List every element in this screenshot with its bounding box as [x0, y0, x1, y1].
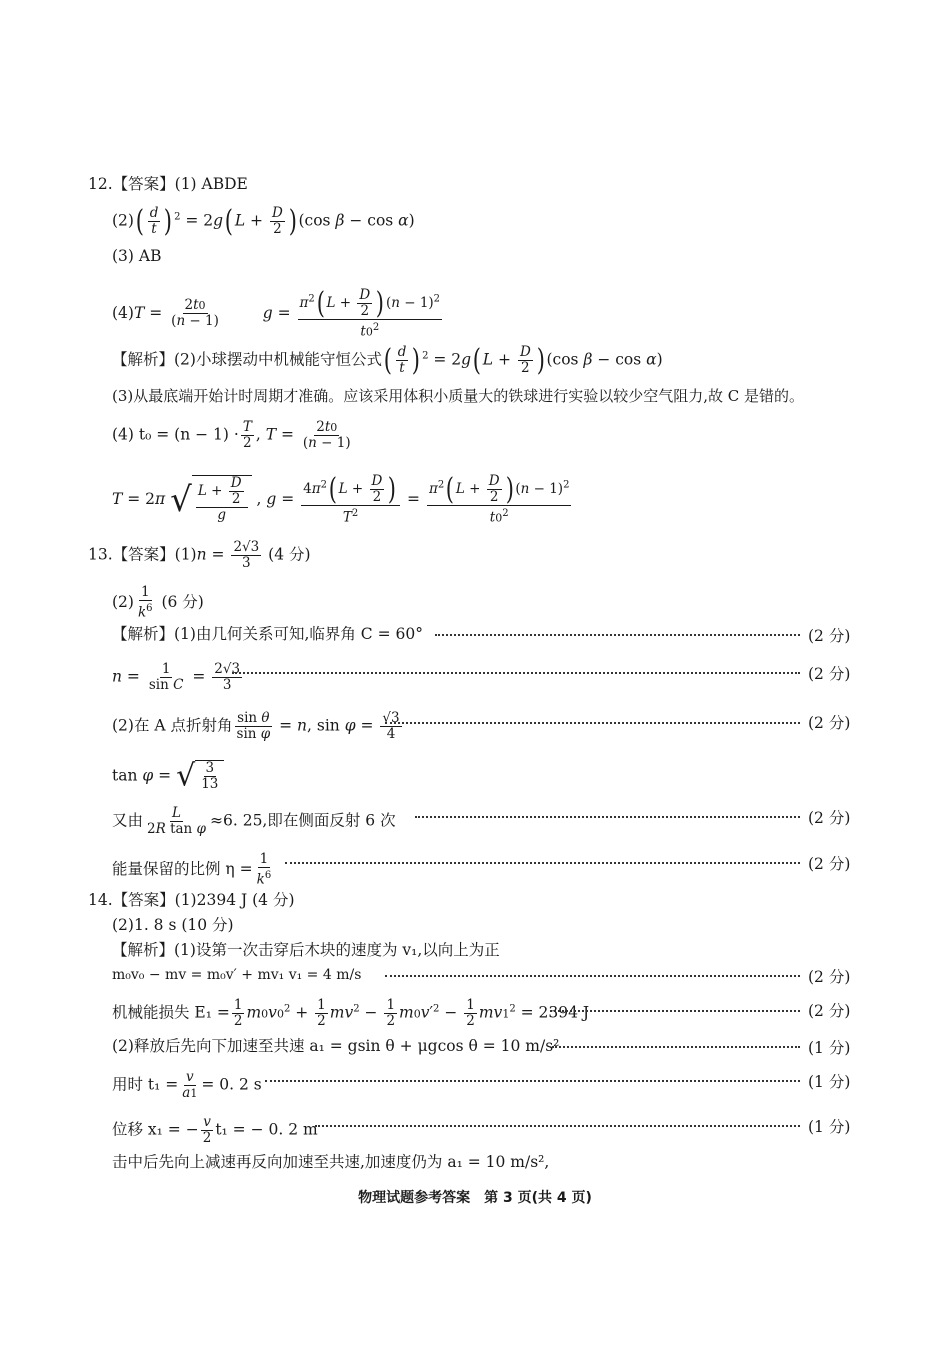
q13-explanation-1: 【解析】(1)由几何关系可知,临界角 C = 60° — [112, 625, 423, 643]
q13-answer-1: 13.【答案】(1)n = $\frac{2√3}{3}$ (4 分) — [88, 539, 311, 571]
q14-explanation-3: 机械能损失 E₁ = $\frac{1}{2}$ $m0v0^2$ + $\frac{1}{2}$ $mv^2$ − $\frac{1}{2}$ $m0v'^2$ − $\frac{1}{2}$ $mv1^2 = 2394$ J — [112, 997, 590, 1029]
leader-dots — [385, 722, 800, 724]
q14-explanation-1: 【解析】(1)设第一次击穿后木块的速度为 v₁,以向上为正 — [112, 941, 500, 959]
q12-explanation-3: (3)从最底端开始计时周期才准确。应该采用体积小质量大的铁球进行实验以较少空气阻力,故 C 是错的。 — [112, 387, 805, 405]
score-label: (1 分) — [808, 1073, 851, 1091]
leader-dots — [550, 1010, 800, 1012]
q12-explanation-5: T = 2π √ L + $\frac{D}{2}$ g , g = $4\pi^2$( L + $\frac{D}{2}$ ) $T^2$ = $\pi^2$( L + $\frac{D}{2}$ ) $(n - 1)^2$ $t0^2$ — [112, 471, 570, 526]
q13-explanation-3: (2)在 A 点折射角 $\frac{\text{sin θ}}{\text{sin φ}}$ = n, sin φ = $\frac{√3}{4}$ — [112, 710, 400, 742]
score-label: (2 分) — [808, 1002, 851, 1020]
leader-dots — [552, 1046, 800, 1048]
leader-dots — [385, 975, 800, 977]
score-label: (2 分) — [808, 627, 851, 645]
score-label: (1 分) — [808, 1118, 851, 1136]
q13-explanation-5: 又由 $\frac{L}{\text{2R tan φ}}$ ≈6. 25,即在侧面反射 6 次 — [112, 805, 396, 837]
q14-explanation-5: 用时 t₁ = $\frac{v}{a1}$ = 0. 2 s — [112, 1069, 262, 1101]
q13-explanation-2: n = $\frac{1}{\text{sin C}}$ = $\frac{2√3}{3}$ — [112, 661, 241, 693]
q13-answer-2: (2) $\frac{1}{k^6}$ (6 分) — [112, 584, 204, 621]
q12-explanation-4: (4) t₀ = (n − 1) · $\frac{T}{2}$ , T = $\frac{2t0}{(n - 1)}$ — [112, 419, 351, 451]
page-footer: 物理试题参考答案 第 3 页(共 4 页) — [358, 1190, 592, 1206]
q14-explanation-2: m₀v₀ − mv = m₀v′ + mv₁ v₁ = 4 m/s — [112, 967, 362, 983]
score-label: (1 分) — [808, 1039, 851, 1057]
score-label: (2 分) — [808, 665, 851, 683]
leader-dots — [315, 1125, 800, 1127]
q12-answer-4: (4)T = $\frac{2t0}{(n - 1)}$ g = $\pi^2$( L + $\frac{D}{2}$ ) $(n - 1)^2$ $t0^2$ — [112, 285, 441, 340]
q14-explanation-6: 位移 x₁ = − $\frac{v}{2}$ t₁ = − 0. 2 m — [112, 1114, 318, 1146]
leader-dots — [415, 816, 800, 818]
q12-answer-3: (3) AB — [112, 247, 162, 265]
q13-explanation-6: 能量保留的比例 η = $\frac{1}{k^6}$ — [112, 851, 272, 888]
q12-answer-2: (2)( $\frac{d}{t}$ ) $^2$ = 2g( L + $\frac{D}{2}$ ) (cos β − cos α) — [112, 203, 415, 239]
score-label: (2 分) — [808, 714, 851, 732]
q13-explanation-4: tan φ = √ $\frac{3}{13}$ — [112, 760, 224, 792]
q14-answer-2: (2)1. 8 s (10 分) — [112, 916, 234, 934]
score-label: (2 分) — [808, 809, 851, 827]
q12-answer-1: 12.【答案】(1) ABDE — [88, 175, 248, 193]
leader-dots — [265, 1080, 800, 1082]
leader-dots — [232, 672, 800, 674]
score-label: (2 分) — [808, 968, 851, 986]
q14-answer-1: 14.【答案】(1)2394 J (4 分) — [88, 891, 295, 909]
leader-dots — [435, 634, 800, 636]
q14-explanation-4: (2)释放后先向下加速至共速 a₁ = gsin θ + μgcos θ = 10 m/s² — [112, 1037, 560, 1055]
leader-dots — [285, 862, 800, 864]
q12-explanation-2: 【解析】(2)小球摆动中机械能守恒公式( $\frac{d}{t}$ ) $^2$ = 2g( L + $\frac{D}{2}$ ) (cos β − cos α) — [112, 342, 663, 378]
score-label: (2 分) — [808, 855, 851, 873]
q14-explanation-7: 击中后先向上减速再反向加速至共速,加速度仍为 a₁ = 10 m/s², — [112, 1153, 550, 1171]
